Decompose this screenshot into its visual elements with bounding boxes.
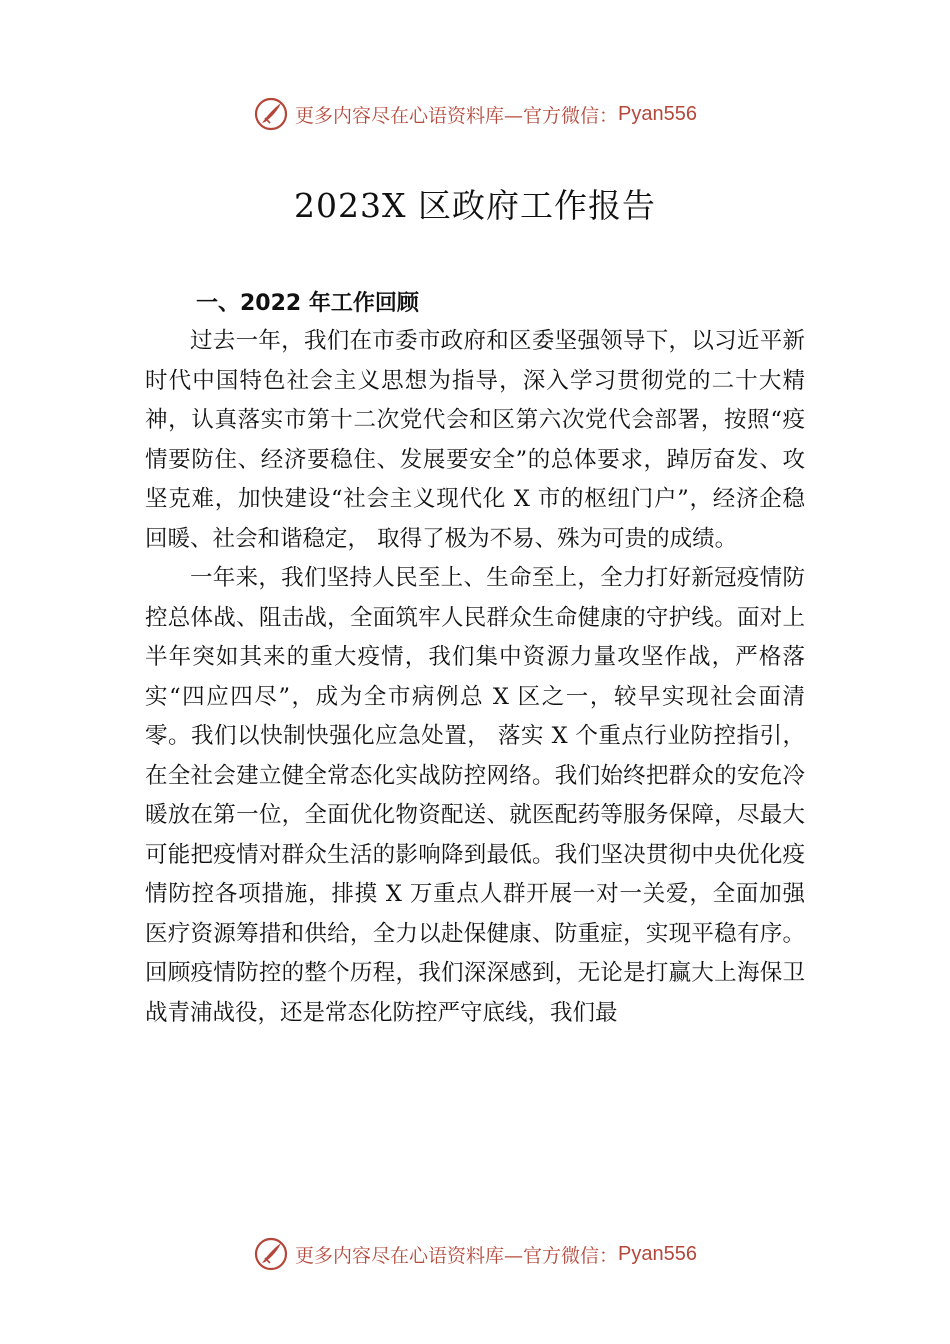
document-body bbox=[145, 322, 805, 1033]
red-quill-logo-icon bbox=[253, 1236, 289, 1272]
header-banner bbox=[0, 94, 950, 134]
header-banner-text: 更多内容尽在心语资料库—官方微信： bbox=[295, 104, 619, 127]
footer-banner bbox=[0, 1234, 950, 1274]
footer-banner-handle: Pyan556 bbox=[618, 1242, 697, 1265]
document-title: 2023X 区政府工作报告 bbox=[294, 186, 656, 225]
red-quill-logo-icon bbox=[253, 96, 289, 132]
footer-banner-text: 更多内容尽在心语资料库—官方微信： bbox=[295, 1244, 619, 1267]
header-banner-handle: Pyan556 bbox=[618, 102, 697, 125]
paragraph: 过去一年，我们在市委市政府和区委坚强领导下，以习近平新时代中国特色社会主义思想为指导，深入学习贯彻党的二十大精神，认真落实市第十二次党代会和区第六次党代会部署，按照“疫情要防住、经济要稳住、发展要安全”的总体要求，踔厉奋发、攻坚克难，加快建设“社会主义现代化 X 市的枢纽门户”，经济企稳回暖、社会和谐稳定， 取得了极为不易、殊为可贵的成绩。 bbox=[145, 328, 805, 552]
section-heading: 一、2022 年工作回顾 bbox=[196, 291, 419, 316]
paragraph: 一年来，我们坚持人民至上、生命至上，全力打好新冠疫情防控总体战、阻击战，全面筑牢人民群众生命健康的守护线。面对上半年突如其来的重大疫情，我们集中资源力量攻坚作战，严格落实“四应四尽”，成为全市病例总 X 区之一，较早实现社会面清零。我们以快制快强化应急处置， 落实 X 个重点行业防控指引，在全社会建立健全常态化实战防控网络。我们始终把群众的安危冷暖放在第一位，全面优化物资配送、就医配药等服务保障，尽最大可能把疫情对群众生活的影响降到最低。我们坚决贯彻中央优化疫情防控各项措施，排摸 X 万重点人群开展一对一关爱，全面加强医疗资源筹措和供给，全力以赴保健康、防重症，实现平稳有序。回顾疫情防控的整个历程，我们深深感到，无论是打赢大上海保卫战青浦战役，还是常态化防控严守底线，我们最 bbox=[145, 565, 805, 1026]
